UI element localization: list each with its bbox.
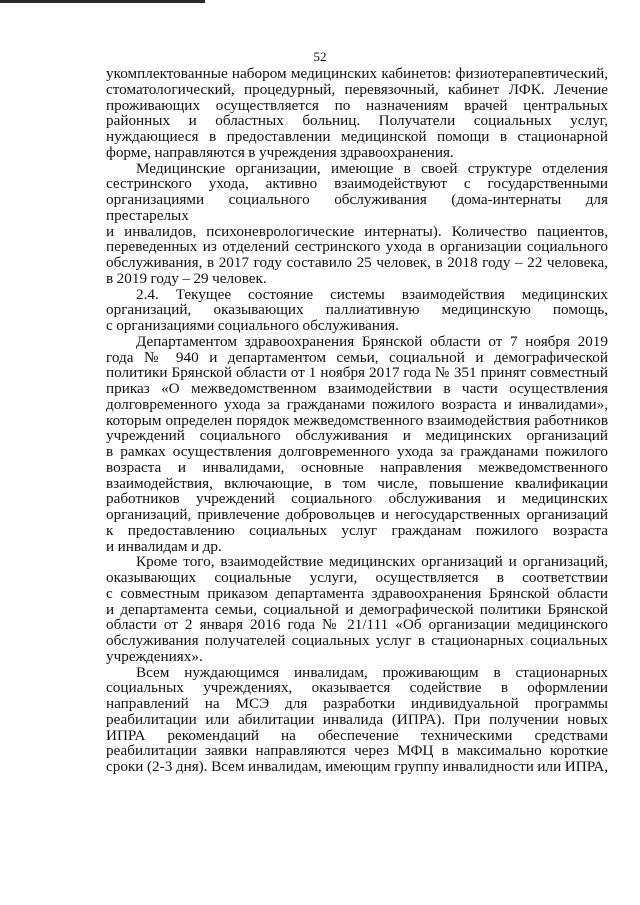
text-line: районных и областных больниц. Получатели социальных услуг, bbox=[106, 112, 608, 130]
text-line: реабилитации заявки направляются через МФЦ в максимально короткие bbox=[106, 742, 608, 760]
text-line: учреждениях». bbox=[106, 647, 203, 665]
text-line: Медицинские организации, имеющие в своей структуре отделения bbox=[136, 159, 608, 177]
text-line: взаимодействия, включающие, в том числе, повышение квалификации bbox=[106, 474, 608, 492]
text-line: учреждений социального обслуживания и медицинских организаций bbox=[106, 427, 608, 445]
text-line: сестринского ухода, активно взаимодействуют с государственными bbox=[106, 175, 608, 193]
text-line: форме, направляются в учреждения здравоохранения. bbox=[106, 143, 454, 161]
text-line: в рамках осуществления долговременного ухода за гражданами пожилого bbox=[106, 443, 608, 460]
text-line: работников учреждений социального обслуживания и медицинских bbox=[106, 490, 608, 508]
text-line: в 2019 году – 29 человек. bbox=[106, 269, 267, 287]
text-line: стоматологический, процедурный, перевязочный, кабинет ЛФК. Лечение bbox=[106, 80, 608, 98]
text-line: года № 940 и департаментом семьи, социальной и демографической bbox=[106, 348, 608, 366]
text-line: долговременного ухода за гражданами пожилого возраста и инвалидами», bbox=[106, 395, 608, 413]
document-body bbox=[106, 66, 608, 775]
section-heading-line: организаций, оказывающих паллиативную медицинскую помощь, bbox=[106, 301, 608, 319]
text-line: обслуживания получателей социальных услуг в стационарных социальных bbox=[106, 632, 608, 649]
text-line: к предоставлению социальных услуг гражданам пожилого возраста bbox=[106, 521, 608, 539]
text-line: укомплектованные набором медицинских кабинетов: физиотерапевтический, bbox=[106, 65, 608, 82]
text-line: с совместным приказом департамента здравоохранения Брянской области bbox=[106, 584, 608, 602]
text-line: которым определен порядок межведомственного взаимодействия работников bbox=[106, 411, 608, 429]
text-line: направлений на МСЭ для разработки индивидуальной программы bbox=[106, 695, 608, 712]
text-line: Всем нуждающимся инвалидам, проживающим в стационарных bbox=[136, 663, 608, 681]
text-line: реабилитации или абилитации инвалида (ИПРА). При получении новых bbox=[106, 710, 608, 728]
text-line: проживающих осуществляется по назначениям врачей центральных bbox=[106, 96, 608, 114]
text-line: и инвалидам и др. bbox=[106, 537, 222, 555]
text-line: политики Брянской области от 1 ноября 2017 года № 351 принят совместный bbox=[106, 364, 608, 382]
text-line: обслуживания, в 2017 году составило 25 человек, в 2018 году – 22 человека, bbox=[106, 254, 608, 271]
text-line: организаций, привлечение добровольцев и негосударственных организаций bbox=[106, 506, 608, 523]
text-line: и департамента семьи, социальной и демографической политики Брянской bbox=[106, 600, 608, 618]
text-line: социальных учреждениях, оказывается содействие в оформлении bbox=[106, 679, 608, 697]
section-heading-line: 2.4. Текущее состояние системы взаимодействия медицинских bbox=[136, 285, 608, 303]
text-line: сроки (2-3 дня). Всем инвалидам, имеющим группу инвалидности или ИПРА, bbox=[106, 758, 608, 775]
text-line: возраста и инвалидами, основные направления межведомственного bbox=[106, 458, 608, 476]
text-line: области от 2 января 2016 года № 21/111 «Об организации медицинского bbox=[106, 616, 608, 634]
text-line: оказывающих социальные услуги, осуществляется в соответствии bbox=[106, 569, 608, 586]
top-rule bbox=[0, 0, 205, 3]
text-line: нуждающиеся в предоставлении медицинской помощи в стационарной bbox=[106, 128, 608, 145]
text-line: Департаментом здравоохранения Брянской области от 7 ноября 2019 bbox=[136, 332, 608, 350]
text-line: ИПРА рекомендаций на обеспечение техническими средствами bbox=[106, 726, 608, 744]
text-line: приказ «О межведомственном взаимодействии в части осуществления bbox=[106, 380, 608, 397]
text-line: организациями социального обслуживания (дома-интернаты для престарелых bbox=[106, 191, 608, 224]
page-number: 52 bbox=[313, 49, 327, 64]
text-line: Кроме того, взаимодействие медицинских организаций и организаций, bbox=[136, 553, 608, 571]
text-line: переведенных из отделений сестринского ухода в организации социального bbox=[106, 238, 608, 256]
text-line: и инвалидов, психоневрологические интернаты). Количество пациентов, bbox=[106, 222, 608, 240]
section-heading-line: с организациями социального обслуживания. bbox=[106, 317, 399, 334]
